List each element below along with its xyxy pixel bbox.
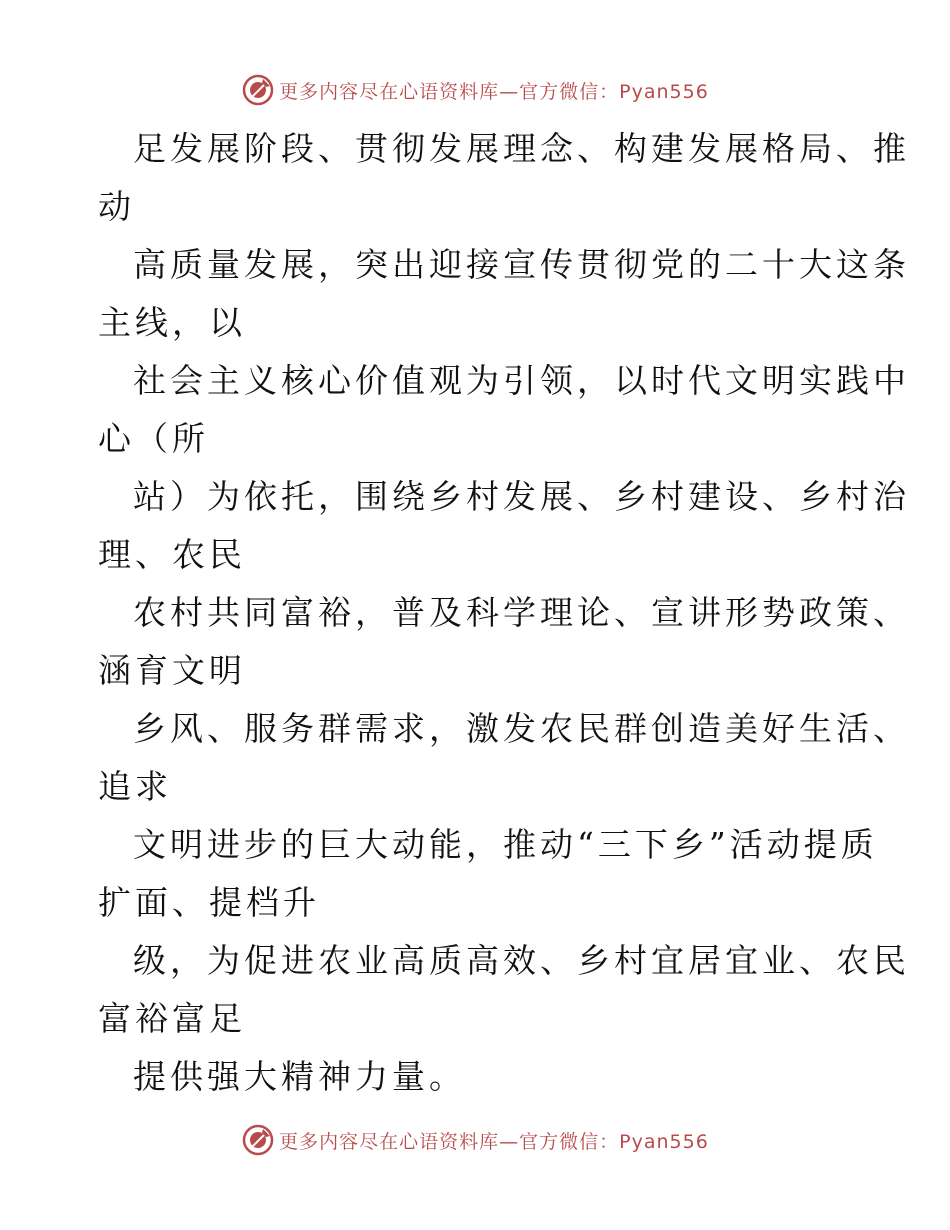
document-body	[0, 120, 950, 1106]
paragraph-line: 足发展阶段、贯彻发展理念、构建发展格局、推	[133, 129, 910, 168]
paragraph	[0, 468, 950, 584]
pen-logo-icon	[241, 1123, 275, 1157]
paragraph-line: 高质量发展，突出迎接宣传贯彻党的二十大这条	[133, 245, 910, 284]
paragraph-continuation: 心（所	[98, 419, 209, 458]
paragraph	[0, 700, 950, 816]
paragraph-continuation: 追求	[98, 767, 172, 806]
paragraph-continuation: 扩面、提档升	[98, 883, 320, 922]
pen-logo-icon	[241, 73, 275, 107]
paragraph-line: 农村共同富裕，普及科学理论、宣讲形势政策、	[133, 593, 910, 632]
paragraph-continuation: 涵育文明	[98, 651, 246, 690]
paragraph-line: 社会主义核心价值观为引领，以时代文明实践中	[133, 361, 910, 400]
paragraph	[0, 120, 950, 236]
paragraph-continuation: 主线，以	[98, 303, 246, 342]
paragraph	[0, 816, 950, 932]
header-watermark	[0, 70, 950, 110]
footer-watermark	[0, 1120, 950, 1160]
watermark-text: 更多内容尽在心语资料库—官方微信：Pyan556	[279, 1130, 709, 1153]
paragraph	[0, 584, 950, 700]
paragraph-line: 文明进步的巨大动能，推动“三下乡”活动提质	[133, 825, 878, 864]
paragraph-line: 站）为依托，围绕乡村发展、乡村建设、乡村治	[133, 477, 910, 516]
paragraph-continuation: 理、农民	[98, 535, 246, 574]
paragraph	[0, 352, 950, 468]
paragraph	[0, 1048, 950, 1106]
paragraph-line: 提供强大精神力量。	[133, 1057, 466, 1096]
paragraph-continuation: 富裕富足	[98, 999, 246, 1038]
paragraph-line: 乡风、服务群需求，激发农民群创造美好生活、	[133, 709, 910, 748]
paragraph	[0, 236, 950, 352]
watermark-text: 更多内容尽在心语资料库—官方微信：Pyan556	[279, 80, 709, 103]
paragraph	[0, 932, 950, 1048]
paragraph-continuation: 动	[98, 187, 135, 226]
paragraph-line: 级，为促进农业高质高效、乡村宜居宜业、农民	[133, 941, 910, 980]
